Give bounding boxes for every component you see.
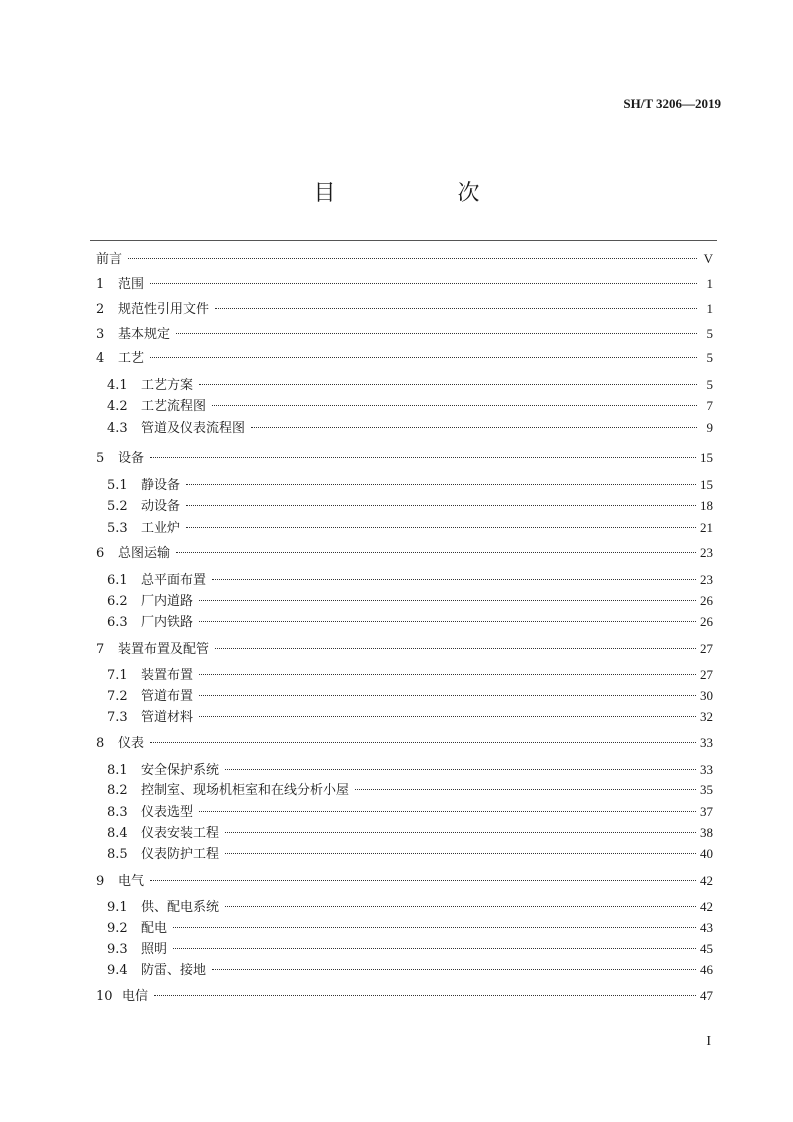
page-title: 目 次 [313, 181, 530, 206]
toc-entry-page: 35 [700, 782, 713, 797]
toc-entry[interactable] [96, 275, 713, 294]
toc-entry[interactable] [96, 734, 713, 753]
toc-entry-page: 21 [700, 520, 713, 535]
toc-entry-page: 5 [706, 326, 713, 341]
toc-dot-leader [186, 505, 696, 506]
toc-entry-title: 控制室、现场机柜室和在线分析小屋 [141, 783, 350, 798]
toc-entry-page: 42 [700, 899, 713, 914]
toc-dot-leader [212, 969, 696, 970]
toc-entry-number: 4.1 [107, 378, 128, 393]
toc-dot-leader [150, 357, 697, 358]
toc-dot-leader [173, 927, 696, 928]
toc-entry[interactable] [107, 571, 713, 590]
toc-entry-number: 7.1 [107, 668, 128, 683]
toc-entry-number: 4.2 [107, 399, 128, 414]
toc-entry[interactable] [107, 376, 713, 395]
toc-dot-leader [128, 258, 697, 259]
toc-entry[interactable] [96, 987, 713, 1006]
toc-entry-number: 5.1 [107, 478, 128, 493]
toc-entry-page: 23 [700, 545, 713, 560]
toc-dot-leader [176, 552, 696, 553]
toc-entry-number: 4.3 [107, 421, 128, 436]
toc-entry-number: 8 [96, 736, 105, 751]
toc-entry-number: 9 [96, 874, 105, 889]
toc-dot-leader [225, 769, 696, 770]
title-divider [90, 240, 717, 241]
toc-dot-leader [199, 695, 696, 696]
toc-entry-number: 5 [96, 451, 105, 466]
toc-entry[interactable] [107, 803, 713, 822]
toc-entry-title: 工艺 [118, 351, 145, 366]
toc-entry-title: 基本规定 [118, 327, 171, 342]
toc-entry[interactable] [96, 250, 713, 269]
toc-entry[interactable] [96, 349, 713, 368]
toc-dot-leader [199, 674, 696, 675]
toc-dot-leader [199, 600, 696, 601]
toc-entry[interactable] [107, 666, 713, 685]
toc-entry-page: 45 [700, 941, 713, 956]
standard-code: SH/T 3206—2019 [623, 96, 721, 111]
toc-entry[interactable] [107, 845, 713, 864]
toc-entry-title: 厂内道路 [141, 594, 194, 609]
toc-entry[interactable] [107, 497, 713, 516]
toc-entry-page: 23 [700, 572, 713, 587]
toc-entry-page: 33 [700, 762, 713, 777]
toc-entry-title: 仪表安装工程 [141, 826, 220, 841]
toc-dot-leader [225, 832, 696, 833]
toc-dot-leader [212, 405, 697, 406]
toc-entry[interactable] [107, 961, 713, 980]
toc-entry-number: 5.3 [107, 521, 128, 536]
toc-entry-title: 仪表选型 [141, 805, 194, 820]
toc-entry-page: 9 [706, 420, 713, 435]
toc-dot-leader [212, 579, 696, 580]
toc-entry-number: 8.4 [107, 826, 128, 841]
toc-entry[interactable] [107, 519, 713, 538]
toc-entry-page: 5 [706, 350, 713, 365]
toc-entry-number: 8.5 [107, 847, 128, 862]
toc-entry[interactable] [96, 300, 713, 319]
toc-entry[interactable] [107, 708, 713, 727]
toc-entry-number: 7 [96, 642, 105, 657]
toc-entry-number: 7.2 [107, 689, 128, 704]
toc-entry-number: 6.3 [107, 615, 128, 630]
toc-entry-title: 电气 [118, 874, 145, 889]
toc-dot-leader [225, 906, 696, 907]
toc-entry[interactable] [96, 325, 713, 344]
toc-entry[interactable] [107, 824, 713, 843]
toc-dot-leader [173, 948, 696, 949]
toc-entry-page: V [703, 251, 713, 266]
toc-entry[interactable] [107, 476, 713, 495]
toc-entry-title: 管道布置 [141, 689, 194, 704]
toc-entry-number: 9.2 [107, 921, 128, 936]
toc-dot-leader [355, 789, 696, 790]
toc-entry-title: 装置布置 [141, 668, 194, 683]
toc-entry[interactable] [107, 592, 713, 611]
toc-entry-title: 前言 [96, 252, 123, 267]
toc-entry[interactable] [107, 781, 713, 800]
toc-dot-leader [150, 457, 696, 458]
toc-dot-leader [225, 853, 696, 854]
toc-entry[interactable] [107, 397, 713, 416]
toc-entry-title: 仪表 [118, 736, 145, 751]
toc-dot-leader [199, 716, 696, 717]
toc-entry-title: 工艺方案 [141, 378, 194, 393]
toc-dot-leader [199, 384, 697, 385]
toc-entry[interactable] [107, 919, 713, 938]
toc-entry-title: 仪表防护工程 [141, 847, 220, 862]
toc-dot-leader [150, 880, 696, 881]
toc-entry[interactable] [96, 449, 713, 468]
toc-entry-number: 7.3 [107, 710, 128, 725]
toc-entry-number: 9.1 [107, 900, 128, 915]
toc-entry-page: 32 [700, 709, 713, 724]
toc-entry-page: 26 [700, 614, 713, 629]
toc-entry-title: 装置布置及配管 [118, 642, 210, 657]
toc-entry[interactable] [107, 761, 713, 780]
toc-entry-page: 30 [700, 688, 713, 703]
toc-entry-number: 8.1 [107, 763, 128, 778]
toc-entry-title: 安全保护系统 [141, 763, 220, 778]
toc-entry[interactable] [107, 898, 713, 917]
toc-entry-page: 1 [706, 276, 713, 291]
toc-dot-leader [154, 995, 696, 996]
toc-entry-number: 5.2 [107, 499, 128, 514]
toc-entry-page: 37 [700, 804, 713, 819]
toc-entry-page: 38 [700, 825, 713, 840]
toc-entry-page: 40 [700, 846, 713, 861]
toc-entry-title: 电信 [122, 989, 149, 1004]
toc-entry-title: 规范性引用文件 [118, 302, 210, 317]
toc-entry-number: 10 [96, 989, 113, 1004]
toc-dot-leader [199, 621, 696, 622]
toc-entry-title: 动设备 [141, 499, 181, 514]
toc-entry-title: 防雷、接地 [141, 963, 207, 978]
toc-entry[interactable] [107, 687, 713, 706]
toc-entry-title: 配电 [141, 921, 168, 936]
toc-entry-number: 6.1 [107, 573, 128, 588]
toc-entry-title: 静设备 [141, 478, 181, 493]
toc-entry-title: 照明 [141, 942, 168, 957]
toc-entry[interactable] [96, 872, 713, 891]
toc-dot-leader [215, 648, 696, 649]
toc-dot-leader [150, 742, 696, 743]
toc-entry-number: 1 [96, 277, 105, 292]
toc-dot-leader [199, 811, 696, 812]
toc-entry-page: 7 [706, 398, 713, 413]
toc-entry-title: 总平面布置 [141, 573, 207, 588]
toc-entry-number: 9.3 [107, 942, 128, 957]
toc-entry-page: 43 [700, 920, 713, 935]
toc-entry-number: 9.4 [107, 963, 128, 978]
toc-entry-page: 47 [700, 988, 713, 1003]
toc-entry-page: 15 [700, 477, 713, 492]
toc-entry-title: 工艺流程图 [141, 399, 207, 414]
toc-entry-title: 工业炉 [141, 521, 181, 536]
toc-dot-leader [251, 427, 697, 428]
toc-dot-leader [176, 333, 697, 334]
toc-entry-title: 供、配电系统 [141, 900, 220, 915]
toc-entry-page: 5 [706, 377, 713, 392]
toc-entry[interactable] [107, 419, 713, 438]
toc-entry-page: 26 [700, 593, 713, 608]
toc-entry-number: 4 [96, 351, 105, 366]
toc-entry-title: 设备 [118, 451, 145, 466]
toc-entry-page: 27 [700, 667, 713, 682]
toc-dot-leader [186, 527, 696, 528]
toc-entry-title: 管道及仪表流程图 [141, 421, 246, 436]
toc-entry-title: 总图运输 [118, 546, 171, 561]
toc-entry-page: 33 [700, 735, 713, 750]
toc-entry-number: 6.2 [107, 594, 128, 609]
page-number: I [706, 1034, 711, 1049]
toc-entry[interactable] [96, 640, 713, 659]
toc-entry[interactable] [96, 544, 713, 563]
toc-entry-page: 18 [700, 498, 713, 513]
toc-entry-page: 46 [700, 962, 713, 977]
toc-dot-leader [150, 283, 697, 284]
toc-entry-page: 1 [706, 301, 713, 316]
toc-entry[interactable] [107, 613, 713, 632]
toc-entry-number: 8.3 [107, 805, 128, 820]
toc-dot-leader [186, 484, 696, 485]
toc-entry-page: 15 [700, 450, 713, 465]
toc-entry-page: 42 [700, 873, 713, 888]
toc-dot-leader [215, 308, 697, 309]
toc-entry-number: 6 [96, 546, 105, 561]
toc-entry-page: 27 [700, 641, 713, 656]
toc-entry[interactable] [107, 940, 713, 959]
toc-entry-title: 管道材料 [141, 710, 194, 725]
toc-entry-number: 8.2 [107, 783, 128, 798]
toc-entry-title: 范围 [118, 277, 145, 292]
toc-entry-number: 3 [96, 327, 105, 342]
toc-entry-number: 2 [96, 302, 105, 317]
toc-entry-title: 厂内铁路 [141, 615, 194, 630]
